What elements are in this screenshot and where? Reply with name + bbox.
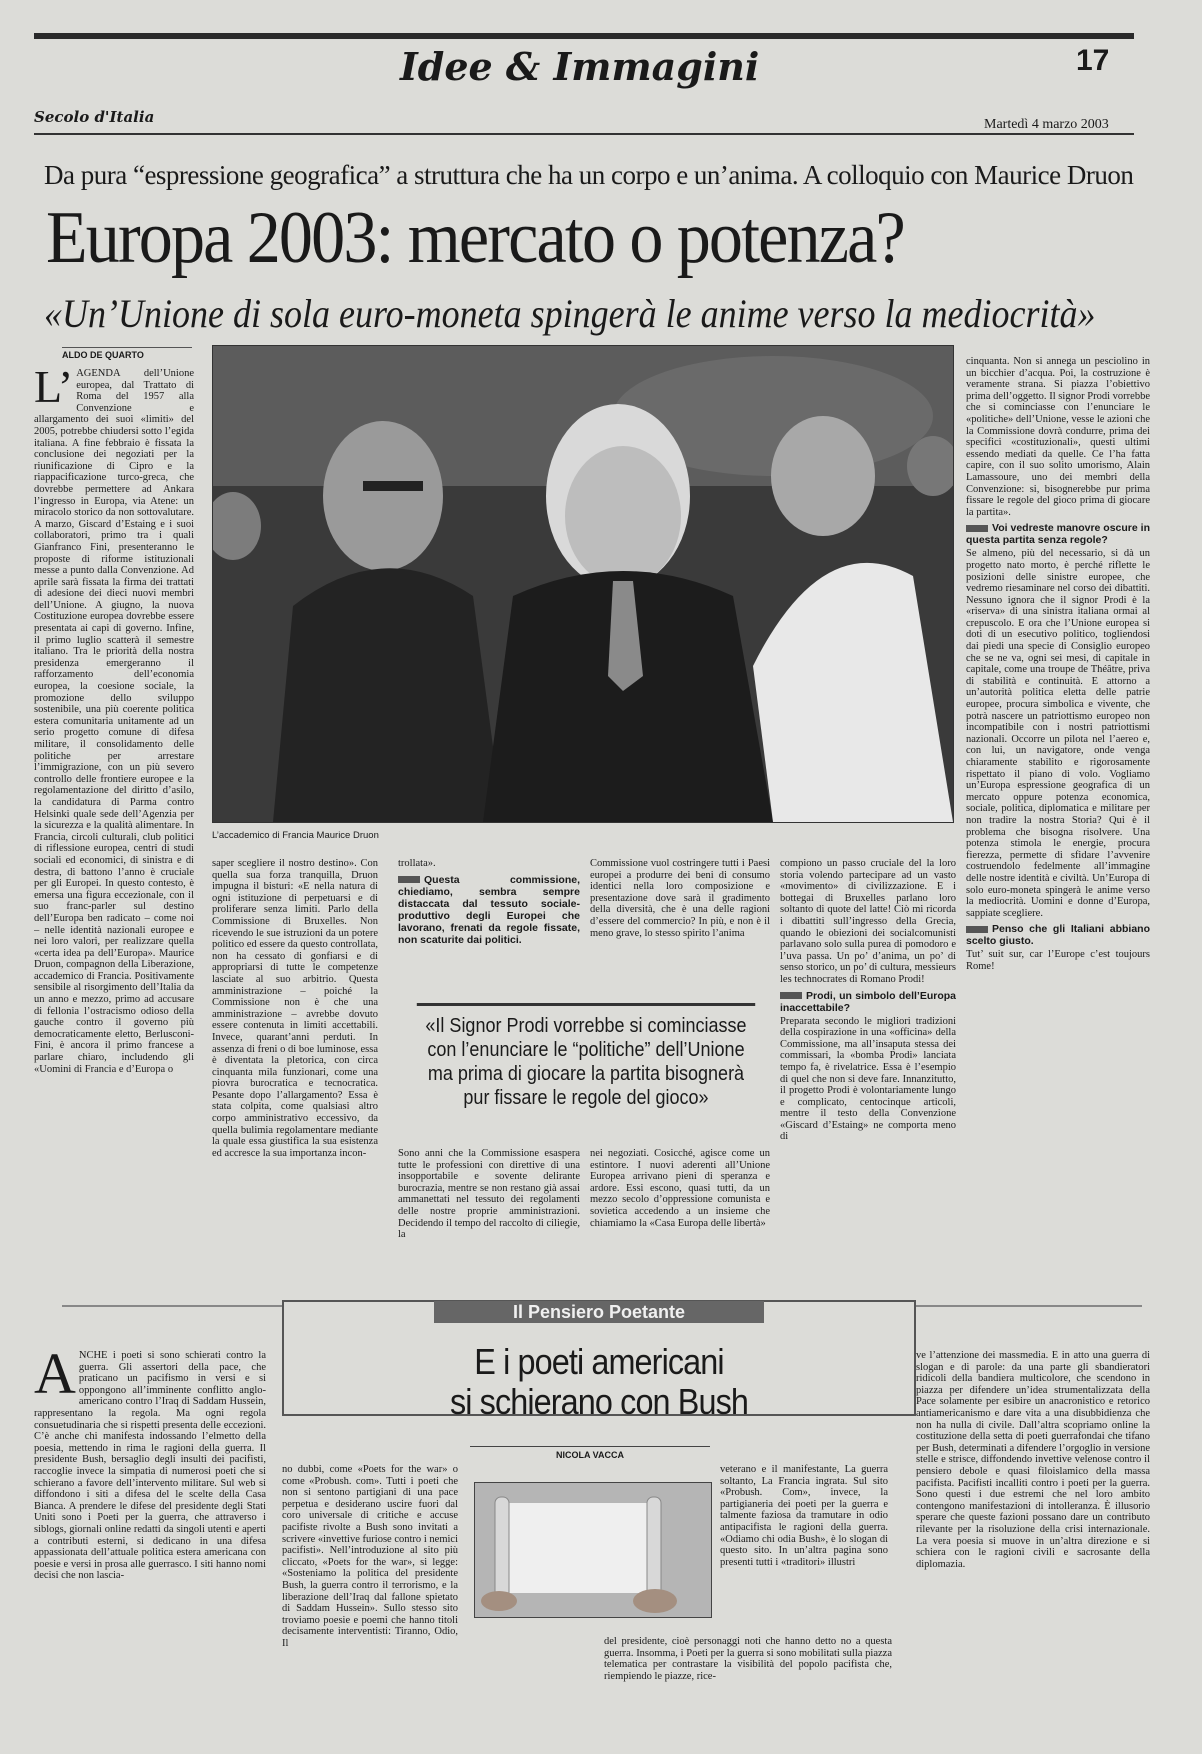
page-number: 17 xyxy=(1076,44,1110,77)
box-column-4 xyxy=(916,1350,1150,1740)
column-text: Preparata secondo le migliori tradizioni della cospirazione in una «officina» della Commissione, ma all’insaputa stessa dei commissari, la «bomba Prodi» lanciata tempo fa, è rivelatrice. Essa è l’esempio di quel che non si deve fare. Innanzitutto, il progetto Prodi è volontariamente lungo e complicato, centocinque articoli, mentre il testo della Convenzione «Giscard d’Estaing» ne comporta meno di xyxy=(780,1015,956,1143)
article-subheadline: «Un’Unione di sola euro-moneta spingerà le anime verso la mediocrità» xyxy=(44,291,1096,336)
box-column-3-top xyxy=(720,1464,888,1614)
article-column-5 xyxy=(780,858,956,1270)
column-text: Commissione vuol costringere tutti i Paesi europei a produrre dei beni di consumo identici nella loro composizione e presentazione dove sarà il gradimento della diversità, che è una delle ragioni d’essere del commercio? In più, e non è il meno grave, lo stesso spirito l’anima xyxy=(590,858,770,939)
box-column-2 xyxy=(282,1464,458,1740)
top-rule xyxy=(34,33,1134,39)
column-text: nei negoziati. Cosicché, agisce come un estintore. I nuovi aderenti all’Unione Europea arrivano pieni di speranza e ardore. Essi escono, quasi tutti, da un mezzo secolo d’oppressione comunista e sovietica accedendo a un insieme che chiamiamo la «Casa Europa delle libertà» xyxy=(590,1148,770,1229)
column-text: Se almeno, più del necessario, si dà un progetto nato morto, è perché riflette le posizioni delle sinistre europee, che vedremo riesaminare nel corso dei dibattiti. Nessuno ignora che il signor Prodi è la «riserva» di una sinistra italiana ormai al crepuscolo. E ora che l’Unione europea si doti di un esecutivo politico, togliendosi dai piedi una specie di Consiglio europeo che se ne va, ogni sei mesi, di capitale in capitale, come una troupe de Théâtre, priva di stabilità e continuità. E attorno a un’autorità politica eletta delle patrie europee, procura simbolica e vivente, che potrà nascere un patriottismo europeo non incompatibile con i nostri patriottismi nazionali. Occorre un pilota nel l’aereo e, con lui, un navigatore, onde venga chiaramente stabilito e rigorosamente rispettato il piano di volo. Vogliamo un’Europa espressione geografica di un mercato oppure potenza economica, sociale, politica, diplomatica e militare per non tradire la nostra Storia? Qui è il problema che bisogna risolvere. Una potenza stimola le energie, procura fierezza, permette di sfidare l’avvenire costruendolo fedelmente all’immagine delle nostre identità e civiltà. Un’Europa di solo euro-moneta spingerà le anime verso la mediocrità. Uomini e donne d’Europa, sappiate scegliere. xyxy=(966,548,1150,919)
box-column-3-bottom xyxy=(604,1636,892,1740)
box-title: E i poeti americani si schierano con Bush xyxy=(449,1341,749,1422)
article-column-4-top xyxy=(590,858,770,988)
poetry-header-box xyxy=(282,1300,916,1422)
column-label: Il Pensiero Poetante xyxy=(434,1301,764,1323)
question-heading: Questa commissione, chiediamo, sembra sempre distaccata dal tessuto sociale-produttivo degli Europei che lavorano, frenati da regole fissate, non scaturite dai politici. xyxy=(398,873,580,946)
article-kicker: Da pura “espressione geografica” a struttura che ha un corpo e un’anima. A colloquio con Maurice Druon xyxy=(44,160,1134,190)
article-byline: ALDO DE QUARTO xyxy=(62,347,192,360)
question-heading: Prodi, un simbolo dell’Europa inaccettabile? xyxy=(780,989,956,1014)
column-text: trollata». xyxy=(398,858,436,869)
header-rule xyxy=(34,133,1134,135)
scroll-illustration xyxy=(475,1483,711,1617)
photo-illustration xyxy=(213,346,953,822)
dropcap: L’ xyxy=(34,368,74,412)
article-column-2 xyxy=(212,858,378,1270)
question-heading: Penso che gli Italiani abbiano scelto giusto. xyxy=(966,923,1150,948)
column-text: Sono anni che la Commissione esaspera tutte le professioni con direttive di una insopportabile e sovente delirante burocrazia, mentre se non restano già assai ammanettati nel tessuto dei regolamenti delle nostre proprie amministrazioni. Decidendo il tempo del raccolto di ciliegie, la xyxy=(398,1148,580,1241)
column-text: veterano e il manifestante, La guerra soltanto, La Francia ingrata. Sul sito «Probush. Com», invece, la partigianeria dei poeti per la guerra e talmente faziosa da tramutare in odio antipacifista le ragioni della guerra. «Odiamo chi odia Bush», è lo slogan di questo sito. In un’altra pagina sono presenti tutti i «traditori» illustri xyxy=(720,1464,888,1568)
article-column-3-bottom xyxy=(398,1148,580,1270)
article-headline: Europa 2003: mercato o potenza? xyxy=(46,197,904,279)
question-heading: Voi vedreste manovre oscure in questa partita senza regole? xyxy=(966,522,1150,547)
column-text: Tut’ suit sur, car l’Europe c’est toujours Rome! xyxy=(966,949,1150,972)
column-text: del presidente, cioè personaggi noti che hanno detto no a questa guerra. Insomma, i Poeti per la guerra si sono mobilitati sulla piazza telematica per contrastare la visibilità del popolo pacifista che, riempiendo le piazze, rice- xyxy=(604,1636,892,1682)
issue-date: Martedì 4 marzo 2003 xyxy=(984,117,1109,132)
article-column-6 xyxy=(966,356,1150,1270)
box-byline: NICOLA VACCA xyxy=(556,1450,624,1460)
column-text: saper scegliere il nostro destino». Con quella sua forza tranquilla, Druon impugna il bisturi: «E nella natura di ogni istituzione di perpetuarsi e di proliferare senza limiti. Parlo della Commissione di Bruxelles. Non ricevendo le sue istruzioni da un potere politico ed essere da questo controllata, non ha cessato di gonfiarsi e di appropriarsi di tutte le competenze lasciate al suo arbitrio. Questa amministrazione – poiché la Commissione non è che una amministrazione – avrebbe dovuto essere contenuta in limiti accettabili. Invece, quarant’anni perduti. In assenza di freni o di boe luminose, essa è diventata la pletorica, con circa cinquanta mila funzionari, come una piovra burocratica e tecnocratica. Pesante dopo l’allargamento? Essa è stata colpita, come qualsiasi altro corpo amministrativo eccessivo, da quella bulimia regolamentare mediante la quale essa giustifica la sua esistenza ed accresce la sua importanza incon- xyxy=(212,858,378,1159)
paper-name: Secolo d'Italia xyxy=(34,108,155,126)
photo-caption: L’accademico di Francia Maurice Druon xyxy=(212,830,379,841)
column-text: no dubbi, come «Poets for the war» o come «Probush. com». Tutti i poeti che non si sentono partigiani di una pace perpetua e desiderano uscire fuori dal coro universale di critiche e accuse pacifiste rivolte a Bush sono invitati a scrivere «invettive furiose contro i nemici pacifisti». Nell’introduzione al sito più cliccato, «Poets for the war», si legge: «Sosteniamo la politica del presidente Bush, la guerra contro il terrorismo, e la liberazione dell’Iraq dal fallone spietato di Saddam Hussein». Sullo stesso sito troviamo poesie e poemi che hanno titoli decisamente interventisti: Tiranno, Odio, Il xyxy=(282,1464,458,1649)
section-title: Idee & Immagini xyxy=(400,44,760,89)
article-photo xyxy=(212,345,954,823)
dropcap: A xyxy=(34,1350,76,1406)
column-text: compiono un passo cruciale del la loro storia volendo partecipare ad un vasto «movimento» di civilizzazione. E i bottegai di Bruxelles parlano loro soltanto di quote del latte! Ciò mi ricorda i dibattiti sull’ingresso della Grecia, quando le obiezioni dei socialcomunisti parlavano solo sulla purea di pomodoro e l’uva passa. Un po’ d’anima, un po’ di senso storico, un po’ di cultura, messieurs les technocrates di Romano Prodi! xyxy=(780,858,956,985)
pull-quote: «Il Signor Prodi vorrebbe si cominciasse con l’enunciare le “politiche” dell’Unione ma prima di giocare la partita bisognerà pur fissare le regole del gioco» xyxy=(417,1003,755,1110)
column-text: cinquanta. Non si annega un pesciolino in un bicchier d’acqua. Poi, la costruzione è veramente strana. Si piazza l’obiettivo prima dell’oggetto. Il signor Prodi vorrebbe che si cominciasse con l’enunciare le «politiche» dell’Unione, vesse le azioni che la Commissione dovrà condurre, prima dei specifici «costituzionali», questi ultimi essendo mediati da quelle. Ce l’ha fatta capire, con il suo solito umorismo, Alain Lamassoure, uno dei membri della Convenzione: si, bisognerebbe pur prima fissare le regole del gioco prima di giocare la partita». xyxy=(966,356,1150,518)
article-column-3-top xyxy=(398,858,580,988)
author-rule xyxy=(470,1446,710,1447)
article-column-1 xyxy=(34,368,194,1268)
article-column-4-bottom xyxy=(590,1148,770,1270)
column-text: ve l’attenzione dei massmedia. E in atto una guerra di slogan e di parole: da una parte gli sbandieratori ridicoli della bandiera multicolore, che scendono in piazza per difendere un’idea strumentalizzata della Pace solamente per esibire un anacronistico e retorico antiamericanismo e dare vita a una disubbidienza che non ha nulla di civile. Dall’altra scopriamo online la costituzione della setta di poeti guerrafondai che tifano per Bush, determinati a difendere l’orgoglio in versione stelle e strisce, diffondendo invettive velenose contro il pensiero debole e quasi filoislamico della massa pacifista. Pacifisti incalliti contro i poeti per la guerra. Sono questi i due estremi che nel loro ambito contengono manifestazioni di intolleranza. È illusorio sperare che queste fazioni possano dare un contributo rilevante per la risoluzione della crisi internazionale. La vera poesia si muove in un’altra direzione e si schiera con le ragioni civili e sacrosante della diplomazia. xyxy=(916,1350,1150,1570)
scroll-photo xyxy=(474,1482,712,1618)
box-column-1 xyxy=(34,1350,266,1740)
column-text: AGENDA dell’Unione europea, dal Trattato di Roma del 1957 alla Convenzione e allargamento dei suoi «limiti» del 2005, potrebbe chiudersi sotto l’egida italiana. A fine febbraio è fissata la conclusione dei negoziati per la riunificazione di Cipro e la riappacificazione turco-greca, che dovrebbe permettere ad Ankara l’ingresso in Europa, via Atene: un miracolo storico da non sottovalutare. A marzo, Giscard d’Estaing e i suoi collaboratori, primo tra i quali Gianfranco Fini, presenteranno le proposte di riforme istituzionali messe a punto dalla Convenzione. Ad aprile sarà fissata la firma dei trattati di adesione dei dieci nuovi membri dell’Unione. A giugno, la nuova Costituzione europea dovrebbe essere presentata ai capi di governo. Infine, il primo luglio scatterà il semestre italiano. Tra le priorità della nostra presidenza emergeranno il rafforzamento dell’economia europea, la coesione sociale, la promozione dello sviluppo sostenibile, una più coerente politica estera comunitaria unitamente ad un serio progetto comune di difesa militare, il consolidamento delle politiche per arrestare l’immigrazione, con un più severo controllo delle frontiere europee e la regolamentazione del diritto d’asilo, la candidatura di Parma contro Helsinki quale sede dell’Agenzia per la sicurezza e la qualità alimentare. In Francia, circoli culturali, club politici di riflessione europea, centri di studi sociali ed economici, di sinistra e di destra, di battono l’anno è cruciale per gli Europei. In questo contesto, è emersa una figura eccezionale, con il suo franc-parler sul destino dell’Europa ben radicato – come noi – nelle identità nazionali europee e nei loro valori, per realizzare quella «certa idea pa dell’Europa». Maurice Druon, compagnon della Liberazione, accademico di Francia. Positivamente sensibile al risorgimento dell’Italia da un anno e mezzo, primo ad accusare di fellonia l’ostracismo odioso della gauche contro il governo più democraticamente eletto, Berlusconi-Fini, è ancora il primo francese a parlare chiaro, includendo gli «Uomini di Francia e d’Europa o xyxy=(34,368,194,1075)
column-text: NCHE i poeti si sono schierati contro la guerra. Gli assertori della pace, che praticano un pacifismo in versi e si oppongono all’imminente conflitto anglo-americano contro l’Iraq di Saddam Hussein, rappresentano la regola. Ma ogni regola consuetudinaria che si rispetti presenta delle eccezioni. C’è anche chi manifesta indossando l’elmetto della poesia, mettendo in rima le ragioni della guerra. Il presidente Bush, bersaglio degli insulti dei pacifisti, raccoglie invece la simpatia di numerosi poeti che si schierano a favore dell’intervento militare. Sul web si diffondono i siti a difesa del le scelte della Casa Bianca. A prendere le difese del presidente degli Stati Uniti sono i Poeti per la guerra, che attraverso i siblogs, giornali online redatti da singoli utenti e aperti a contributi esterni, si dedicano in una difesa appassionata dell’attuale politica estera americana con poesie e versi in prosa alle guerrasco. I siti hanno nomi decisi che non lascia- xyxy=(34,1350,266,1582)
